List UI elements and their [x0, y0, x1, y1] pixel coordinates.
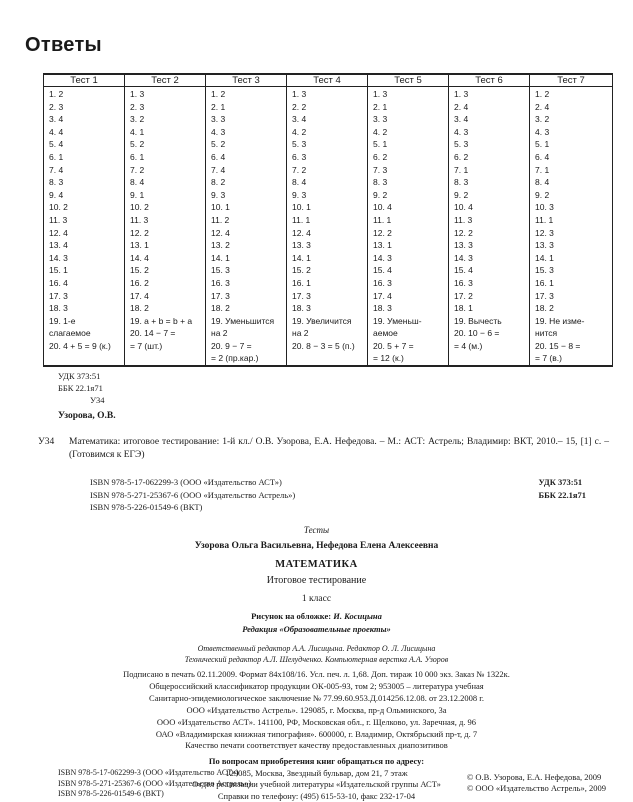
editorial-label: Редакция «Образовательные проекты»: [0, 624, 633, 634]
answer-line: нится: [535, 327, 612, 340]
answer-line: 10. 2: [130, 201, 205, 214]
answer-line: 9. 2: [373, 189, 448, 202]
answer-line: 6. 4: [535, 151, 612, 164]
answer-line: 9. 1: [130, 189, 205, 202]
answer-line: 4. 4: [49, 126, 124, 139]
answer-line: 18. 2: [130, 302, 205, 315]
answer-line: 10. 2: [49, 201, 124, 214]
answers-table: [43, 73, 613, 367]
answer-line: 1. 2: [535, 88, 612, 101]
answer-line: 15. 2: [292, 264, 367, 277]
answer-line: 12. 2: [454, 227, 529, 240]
answer-line: на 2: [292, 327, 367, 340]
answer-line: 3. 3: [211, 113, 286, 126]
answers-column-test-5: [368, 87, 449, 367]
answer-line: 14. 1: [535, 252, 612, 265]
answer-line: = 7 (шт.): [130, 340, 205, 353]
answer-line: 7. 1: [454, 164, 529, 177]
print-info: [0, 668, 633, 704]
answer-line: 16. 4: [49, 277, 124, 290]
answer-line: 12. 4: [49, 227, 124, 240]
answer-line: 14. 3: [454, 252, 529, 265]
answer-line: 8. 4: [535, 176, 612, 189]
answer-line: 6. 1: [49, 151, 124, 164]
bbk-code: ББК 22.1я71: [58, 382, 105, 394]
answer-line: 5. 4: [49, 138, 124, 151]
answer-line: 14. 4: [130, 252, 205, 265]
answer-line: 20. 8 − 3 = 5 (п.): [292, 340, 367, 353]
cover-label: Рисунок на обложке:: [251, 611, 331, 621]
author-mark: У34: [58, 394, 105, 406]
answer-line: 8. 4: [130, 176, 205, 189]
answer-line: 9. 4: [49, 189, 124, 202]
udk-code-right: УДК 373:51: [538, 476, 586, 489]
answer-line: 2. 1: [211, 101, 286, 114]
genre-label: Тесты: [0, 525, 633, 535]
answer-line: 19. Уменьшится: [211, 315, 286, 328]
udk-right: [538, 476, 586, 501]
answers-column-test-4: [287, 87, 368, 367]
answer-line: 15. 2: [130, 264, 205, 277]
contacts-lead: По вопросам приобретения книг обращаться по адресу:: [0, 756, 633, 768]
answer-line: 11. 1: [373, 214, 448, 227]
publisher-line: ООО «Издательство Астрель». 129085, г. Москва, пр-д Ольминского, 3а: [0, 704, 633, 716]
authors-full: Узорова Ольга Васильевна, Нефедова Елена Алексеевна: [0, 541, 633, 551]
answers-header-test-4: Тест 4: [287, 74, 368, 87]
answer-line: 20. 4 + 5 = 9 (к.): [49, 340, 124, 353]
answer-line: = 2 (пр.кар.): [211, 352, 286, 365]
answers-header-test-2: Тест 2: [125, 74, 206, 87]
footer-isbn-line: ISBN 978-5-271-25367-6 (ООО «Издательство Астрель»): [58, 779, 251, 790]
answer-line: 16. 1: [292, 277, 367, 290]
answer-line: 15. 3: [535, 264, 612, 277]
footer-isbn-line: ISBN 978-5-226-01549-6 (ВКТ): [58, 789, 251, 800]
answer-line: 8. 3: [454, 176, 529, 189]
answer-line: 12. 2: [130, 227, 205, 240]
answer-line: 1. 2: [211, 88, 286, 101]
book-title: МАТЕМАТИКА: [0, 559, 633, 570]
answer-line: 12. 2: [373, 227, 448, 240]
answer-line: 4. 3: [454, 126, 529, 139]
publisher-line: ОАО «Владимирская книжная типография». 600000, г. Владимир, Октябрьский пр-т, д. 7: [0, 728, 633, 740]
answers-column-test-2: [125, 87, 206, 367]
answer-line: 5. 3: [454, 138, 529, 151]
answer-line: 11. 3: [454, 214, 529, 227]
answer-line: 1. 3: [373, 88, 448, 101]
answer-line: 20. 5 + 7 =: [373, 340, 448, 353]
answer-line: 19. Не изме-: [535, 315, 612, 328]
answer-line: 19. Увеличится: [292, 315, 367, 328]
answer-line: 2. 2: [292, 101, 367, 114]
bbk-code-right: ББК 22.1я71: [538, 489, 586, 502]
author-short: Узорова, О.В.: [58, 411, 116, 421]
answer-line: 8. 4: [292, 176, 367, 189]
answer-line: 2. 3: [130, 101, 205, 114]
answer-line: 6. 4: [211, 151, 286, 164]
answers-body-row: [44, 87, 613, 367]
answer-line: 10. 1: [292, 201, 367, 214]
answer-line: 13. 3: [292, 239, 367, 252]
answer-line: 10. 3: [535, 201, 612, 214]
isbn-line: ISBN 978-5-17-062299-3 (ООО «Издательство АСТ»): [90, 476, 295, 489]
answer-line: 18. 3: [373, 302, 448, 315]
answer-line: 19. Вычесть: [454, 315, 529, 328]
answer-line: 10. 1: [211, 201, 286, 214]
answer-line: 8. 2: [211, 176, 286, 189]
answer-line: 19. 1-е: [49, 315, 124, 328]
answer-line: 11. 1: [535, 214, 612, 227]
answer-line: 18. 1: [454, 302, 529, 315]
answer-line: 13. 4: [49, 239, 124, 252]
answer-line: 3. 3: [373, 113, 448, 126]
answers-column-test-1: [44, 87, 125, 367]
answer-line: = 7 (в.): [535, 352, 612, 365]
answer-line: 13. 1: [130, 239, 205, 252]
answer-line: 3. 4: [292, 113, 367, 126]
answer-line: 4. 2: [292, 126, 367, 139]
answer-line: 8. 3: [49, 176, 124, 189]
answer-line: 6. 2: [454, 151, 529, 164]
answer-line: 10. 4: [454, 201, 529, 214]
answer-line: 13. 3: [535, 239, 612, 252]
answer-line: 17. 3: [292, 290, 367, 303]
udk-block: [58, 370, 105, 406]
isbn-line: ISBN 978-5-271-25367-6 (ООО «Издательство Астрель»): [90, 489, 295, 502]
answer-line: 15. 4: [373, 264, 448, 277]
answer-line: 20. 10 − 6 =: [454, 327, 529, 340]
answer-line: 7. 4: [49, 164, 124, 177]
answer-line: 4. 3: [211, 126, 286, 139]
answer-line: 5. 2: [130, 138, 205, 151]
answers-header-row: [44, 74, 613, 87]
answer-line: 15. 3: [211, 264, 286, 277]
answers-column-test-7: [530, 87, 613, 367]
answer-line: 19. a + b = b + a: [130, 315, 205, 328]
publisher-line: ООО «Издательство АСТ». 141100, РФ, Московская обл., г. Щелково, ул. Заречная, д. 96: [0, 716, 633, 728]
answer-line: 2. 1: [373, 101, 448, 114]
answer-line: на 2: [211, 327, 286, 340]
answer-line: 13. 2: [211, 239, 286, 252]
answer-line: = 12 (к.): [373, 352, 448, 365]
page-title: Ответы: [25, 34, 102, 57]
answer-line: 7. 3: [373, 164, 448, 177]
answer-line: 1. 3: [130, 88, 205, 101]
answer-line: 1. 2: [49, 88, 124, 101]
answer-line: 18. 3: [292, 302, 367, 315]
answer-line: 14. 3: [49, 252, 124, 265]
answer-line: 6. 2: [373, 151, 448, 164]
answer-line: 12. 4: [211, 227, 286, 240]
answer-line: 7. 2: [130, 164, 205, 177]
footer-isbn-line: ISBN 978-5-17-062299-3 (ООО «Издательство АСТ»): [58, 768, 251, 779]
answer-line: = 4 (м.): [454, 340, 529, 353]
answer-line: 9. 2: [535, 189, 612, 202]
answer-line: 1. 3: [454, 88, 529, 101]
answer-line: 5. 1: [373, 138, 448, 151]
contacts-line: Отдел реализации учебной литературы «Издательской группы АСТ»: [0, 779, 633, 791]
answer-line: 7. 1: [535, 164, 612, 177]
answer-line: 14. 1: [292, 252, 367, 265]
answers-header-test-3: Тест 3: [206, 74, 287, 87]
answer-line: 10. 4: [373, 201, 448, 214]
bibliographic-description: Математика: итоговое тестирование: 1-й кл./ О.В. Узорова, Е.А. Нефедова. – М.: АСТ: Астрель; Владимир: ВКТ, 2010.– 15, [1] с. – (Готовимся к ЕГЭ): [69, 436, 609, 462]
answer-line: 17. 2: [454, 290, 529, 303]
answer-line: 15. 4: [454, 264, 529, 277]
answer-line: 12. 3: [535, 227, 612, 240]
print-line: Подписано в печать 02.11.2009. Формат 84х108/16. Усл. печ. л. 1,68. Доп. тираж 10 000 экз. Заказ № 1322к.: [0, 668, 633, 680]
answer-line: 18. 3: [49, 302, 124, 315]
answer-line: 6. 1: [130, 151, 205, 164]
answer-line: 8. 3: [373, 176, 448, 189]
answer-line: 17. 3: [49, 290, 124, 303]
isbn-line: ISBN 978-5-226-01549-6 (ВКТ): [90, 501, 295, 514]
answer-line: 15. 1: [49, 264, 124, 277]
copyright-line: © ООО «Издательство Астрель», 2009: [467, 783, 606, 794]
answer-line: 5. 2: [211, 138, 286, 151]
cover-credit: [0, 611, 633, 621]
answer-line: 11. 1: [292, 214, 367, 227]
answers-column-test-3: [206, 87, 287, 367]
answer-line: 13. 1: [373, 239, 448, 252]
answer-line: 20. 15 − 8 =: [535, 340, 612, 353]
answer-line: 16. 3: [454, 277, 529, 290]
answer-line: 16. 2: [130, 277, 205, 290]
answer-line: 11. 2: [211, 214, 286, 227]
answer-line: 12. 4: [292, 227, 367, 240]
answers-header-test-7: Тест 7: [530, 74, 613, 87]
answer-line: 20. 14 − 7 =: [130, 327, 205, 340]
answer-line: 9. 2: [454, 189, 529, 202]
answer-line: 3. 4: [454, 113, 529, 126]
author-mark-side: У34: [38, 437, 54, 447]
answer-line: 2. 3: [49, 101, 124, 114]
answer-line: 7. 2: [292, 164, 367, 177]
answer-line: 16. 1: [535, 277, 612, 290]
answer-line: 2. 4: [454, 101, 529, 114]
answer-line: 13. 3: [454, 239, 529, 252]
publishers: [0, 704, 633, 740]
answer-line: 5. 3: [292, 138, 367, 151]
answer-line: 4. 2: [373, 126, 448, 139]
answer-line: 9. 3: [292, 189, 367, 202]
copyright-line: © О.В. Узорова, Е.А. Нефедова, 2009: [467, 772, 606, 783]
answers-header-test-5: Тест 5: [368, 74, 449, 87]
print-line: Общероссийский классификатор продукции ОК-005-93, том 2; 953005 – литература учебная: [0, 680, 633, 692]
staff-credits: [0, 643, 633, 665]
staff-line: Ответственный редактор А.А. Лисицына. Редактор О. Л. Лисицына: [0, 643, 633, 654]
answer-line: 2. 4: [535, 101, 612, 114]
footer-copyright: [467, 772, 606, 794]
answer-line: 6. 3: [292, 151, 367, 164]
answer-line: 11. 3: [49, 214, 124, 227]
footer-isbn: [58, 768, 251, 800]
answer-line: 1. 3: [292, 88, 367, 101]
print-quality-note: Качество печати соответствует качеству предоставленных диапозитивов: [0, 740, 633, 750]
answers-header-test-1: Тест 1: [44, 74, 125, 87]
answer-line: 4. 3: [535, 126, 612, 139]
answer-line: 14. 3: [373, 252, 448, 265]
answer-line: 5. 1: [535, 138, 612, 151]
answer-line: 11. 3: [130, 214, 205, 227]
answer-line: 17. 3: [535, 290, 612, 303]
print-line: Санитарно-эпидемиологическое заключение № 77.99.60.953.Д.014256.12.08. от 23.12.2008 г.: [0, 692, 633, 704]
answer-line: 16. 3: [211, 277, 286, 290]
answer-line: 17. 3: [211, 290, 286, 303]
answer-line: 18. 2: [535, 302, 612, 315]
book-subtitle: Итоговое тестирование: [0, 575, 633, 586]
answer-line: 19. Уменьш-: [373, 315, 448, 328]
answer-line: 3. 2: [130, 113, 205, 126]
answer-line: 7. 4: [211, 164, 286, 177]
answer-line: 9. 3: [211, 189, 286, 202]
answers-column-test-6: [449, 87, 530, 367]
answer-line: 17. 4: [373, 290, 448, 303]
isbn-list: [90, 476, 295, 514]
answer-line: 14. 1: [211, 252, 286, 265]
answer-line: 16. 3: [373, 277, 448, 290]
answers-header-test-6: Тест 6: [449, 74, 530, 87]
contacts-line: 129085, Москва, Звездный бульвар, дом 21, 7 этаж: [0, 768, 633, 780]
answer-line: 3. 2: [535, 113, 612, 126]
answer-line: 4. 1: [130, 126, 205, 139]
udk-code: УДК 373:51: [58, 370, 105, 382]
answer-line: аемое: [373, 327, 448, 340]
answer-line: 17. 4: [130, 290, 205, 303]
answer-line: 3. 4: [49, 113, 124, 126]
answer-line: 20. 9 − 7 =: [211, 340, 286, 353]
staff-line: Технический редактор А.Л. Шелудченко. Компьютерная верстка А.А. Узоров: [0, 654, 633, 665]
contacts-line: Справки по телефону: (495) 615-53-10, факс 232-17-04: [0, 791, 633, 802]
cover-artist: И. Косицына: [333, 611, 382, 621]
answer-line: 18. 2: [211, 302, 286, 315]
answer-line: слагаемое: [49, 327, 124, 340]
grade-label: 1 класс: [0, 594, 633, 604]
